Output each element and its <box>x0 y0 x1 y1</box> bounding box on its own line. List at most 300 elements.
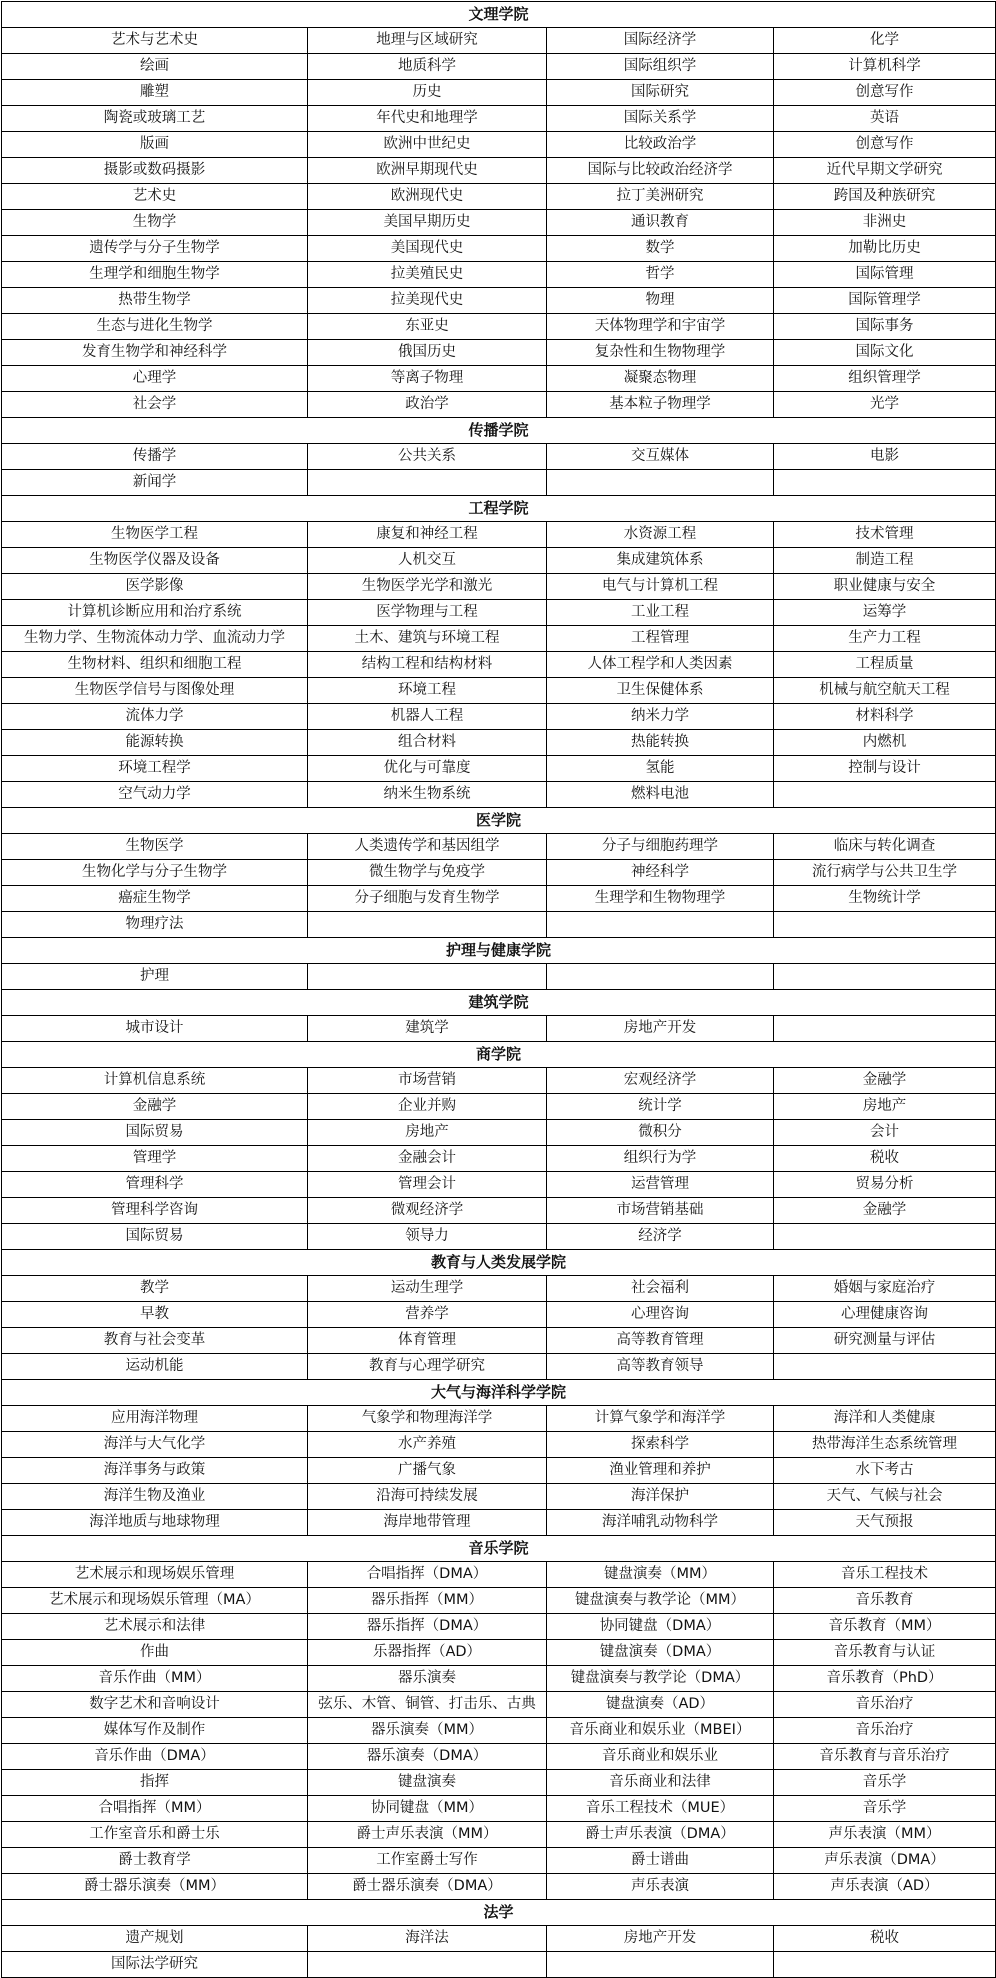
major-cell: 电气与计算机工程 <box>547 574 774 600</box>
table-row <box>2 652 996 678</box>
major-cell: 器乐演奏 <box>308 1666 547 1692</box>
major-cell: 地质科学 <box>308 54 547 80</box>
major-cell: 国际事务 <box>774 314 996 340</box>
major-cell <box>774 1952 996 1978</box>
major-cell: 工作室爵士写作 <box>308 1848 547 1874</box>
major-cell: 物理 <box>547 288 774 314</box>
major-cell <box>308 912 547 938</box>
major-cell: 爵士谱曲 <box>547 1848 774 1874</box>
major-cell: 加勒比历史 <box>774 236 996 262</box>
major-cell <box>774 782 996 808</box>
section-title: 工程学院 <box>2 496 996 522</box>
major-cell: 海洋事务与政策 <box>2 1458 308 1484</box>
major-cell: 艺术展示和现场娱乐管理（MA） <box>2 1588 308 1614</box>
major-cell: 医学影像 <box>2 574 308 600</box>
table-row <box>2 964 996 990</box>
major-cell: 交互媒体 <box>547 444 774 470</box>
major-cell: 教学 <box>2 1276 308 1302</box>
table-row <box>2 756 996 782</box>
major-cell: 气象学和物理海洋学 <box>308 1406 547 1432</box>
table-row <box>2 574 996 600</box>
major-cell: 艺术史 <box>2 184 308 210</box>
major-cell: 音乐商业和娱乐业 <box>547 1744 774 1770</box>
table-row <box>2 1770 996 1796</box>
major-cell: 金融学 <box>2 1094 308 1120</box>
major-cell: 国际关系学 <box>547 106 774 132</box>
major-cell: 运动生理学 <box>308 1276 547 1302</box>
major-cell: 弦乐、木管、铜管、打击乐、古典 <box>308 1692 547 1718</box>
major-cell: 组织行为学 <box>547 1146 774 1172</box>
major-cell: 公共关系 <box>308 444 547 470</box>
major-cell: 水下考古 <box>774 1458 996 1484</box>
major-cell: 临床与转化调查 <box>774 834 996 860</box>
major-cell: 声乐表演（AD） <box>774 1874 996 1900</box>
table-row <box>2 886 996 912</box>
table-row <box>2 1666 996 1692</box>
major-cell: 器乐演奏（MM） <box>308 1718 547 1744</box>
major-cell: 拉丁美洲研究 <box>547 184 774 210</box>
table-row <box>2 158 996 184</box>
major-cell: 工业工程 <box>547 600 774 626</box>
major-cell: 等离子物理 <box>308 366 547 392</box>
table-row <box>2 54 996 80</box>
table-row <box>2 1458 996 1484</box>
major-cell: 贸易分析 <box>774 1172 996 1198</box>
major-cell: 金融学 <box>774 1198 996 1224</box>
major-cell: 水资源工程 <box>547 522 774 548</box>
major-cell: 拉美殖民史 <box>308 262 547 288</box>
major-cell: 英语 <box>774 106 996 132</box>
majors-table-body <box>2 2 996 1978</box>
major-cell: 统计学 <box>547 1094 774 1120</box>
major-cell: 国际管理 <box>774 262 996 288</box>
major-cell: 领导力 <box>308 1224 547 1250</box>
major-cell: 电影 <box>774 444 996 470</box>
major-cell: 优化与可靠度 <box>308 756 547 782</box>
section-title: 建筑学院 <box>2 990 996 1016</box>
major-cell: 凝聚态物理 <box>547 366 774 392</box>
major-cell: 社会福利 <box>547 1276 774 1302</box>
table-row <box>2 470 996 496</box>
major-cell: 分子细胞与发育生物学 <box>308 886 547 912</box>
major-cell: 音乐商业和法律 <box>547 1770 774 1796</box>
table-row <box>2 1328 996 1354</box>
table-row <box>2 1848 996 1874</box>
section-header-row <box>2 1042 996 1068</box>
major-cell: 传播学 <box>2 444 308 470</box>
major-cell: 作曲 <box>2 1640 308 1666</box>
major-cell: 生物化学与分子生物学 <box>2 860 308 886</box>
major-cell: 音乐教育与音乐治疗 <box>774 1744 996 1770</box>
table-row <box>2 1172 996 1198</box>
major-cell <box>547 912 774 938</box>
major-cell: 生物医学仪器及设备 <box>2 548 308 574</box>
table-row <box>2 1094 996 1120</box>
major-cell: 生物材料、组织和细胞工程 <box>2 652 308 678</box>
table-row <box>2 1484 996 1510</box>
major-cell: 机器人工程 <box>308 704 547 730</box>
major-cell: 合唱指挥（MM） <box>2 1796 308 1822</box>
major-cell <box>774 470 996 496</box>
major-cell: 陶瓷或玻璃工艺 <box>2 106 308 132</box>
major-cell: 心理咨询 <box>547 1302 774 1328</box>
table-row <box>2 1068 996 1094</box>
major-cell: 土木、建筑与环境工程 <box>308 626 547 652</box>
major-cell: 国际管理学 <box>774 288 996 314</box>
major-cell: 跨国及种族研究 <box>774 184 996 210</box>
major-cell: 媒体写作及制作 <box>2 1718 308 1744</box>
table-row <box>2 106 996 132</box>
table-row <box>2 1588 996 1614</box>
major-cell: 热带生物学 <box>2 288 308 314</box>
major-cell: 音乐工程技术（MUE） <box>547 1796 774 1822</box>
major-cell: 器乐演奏（DMA） <box>308 1744 547 1770</box>
major-cell: 生物医学工程 <box>2 522 308 548</box>
major-cell: 微生物学与免疫学 <box>308 860 547 886</box>
major-cell: 渔业管理和养护 <box>547 1458 774 1484</box>
section-title: 医学院 <box>2 808 996 834</box>
major-cell: 探索科学 <box>547 1432 774 1458</box>
major-cell: 东亚史 <box>308 314 547 340</box>
major-cell: 工程管理 <box>547 626 774 652</box>
major-cell: 广播气象 <box>308 1458 547 1484</box>
major-cell: 爵士器乐演奏（MM） <box>2 1874 308 1900</box>
major-cell <box>547 470 774 496</box>
major-cell: 结构工程和结构材料 <box>308 652 547 678</box>
major-cell <box>774 964 996 990</box>
major-cell: 城市设计 <box>2 1016 308 1042</box>
table-row <box>2 1432 996 1458</box>
section-title: 商学院 <box>2 1042 996 1068</box>
table-row <box>2 1406 996 1432</box>
major-cell: 微积分 <box>547 1120 774 1146</box>
major-cell: 人机交互 <box>308 548 547 574</box>
major-cell <box>308 1952 547 1978</box>
table-row <box>2 782 996 808</box>
major-cell: 爵士声乐表演（DMA） <box>547 1822 774 1848</box>
major-cell: 键盘演奏与教学论（MM） <box>547 1588 774 1614</box>
major-cell: 音乐作曲（DMA） <box>2 1744 308 1770</box>
major-cell: 微观经济学 <box>308 1198 547 1224</box>
section-title: 传播学院 <box>2 418 996 444</box>
table-row <box>2 1640 996 1666</box>
major-cell: 音乐教育 <box>774 1588 996 1614</box>
major-cell: 音乐商业和娱乐业（MBEI） <box>547 1718 774 1744</box>
table-row <box>2 366 996 392</box>
major-cell: 经济学 <box>547 1224 774 1250</box>
major-cell: 生产力工程 <box>774 626 996 652</box>
major-cell: 金融学 <box>774 1068 996 1094</box>
table-row <box>2 288 996 314</box>
major-cell: 流体力学 <box>2 704 308 730</box>
major-cell: 体育管理 <box>308 1328 547 1354</box>
major-cell: 欧洲早期现代史 <box>308 158 547 184</box>
section-header-row <box>2 1900 996 1926</box>
major-cell: 爵士教育学 <box>2 1848 308 1874</box>
major-cell: 流行病学与公共卫生学 <box>774 860 996 886</box>
major-cell: 海洋和人类健康 <box>774 1406 996 1432</box>
table-row <box>2 80 996 106</box>
table-row <box>2 730 996 756</box>
table-row <box>2 1744 996 1770</box>
major-cell: 爵士器乐演奏（DMA） <box>308 1874 547 1900</box>
major-cell: 沿海可持续发展 <box>308 1484 547 1510</box>
major-cell <box>308 964 547 990</box>
major-cell: 燃料电池 <box>547 782 774 808</box>
major-cell: 音乐作曲（MM） <box>2 1666 308 1692</box>
major-cell: 通识教育 <box>547 210 774 236</box>
major-cell: 房地产 <box>308 1120 547 1146</box>
major-cell: 环境工程学 <box>2 756 308 782</box>
section-title: 音乐学院 <box>2 1536 996 1562</box>
major-cell: 应用海洋物理 <box>2 1406 308 1432</box>
major-cell: 数学 <box>547 236 774 262</box>
major-cell: 市场营销 <box>308 1068 547 1094</box>
major-cell: 能源转换 <box>2 730 308 756</box>
major-cell: 环境工程 <box>308 678 547 704</box>
major-cell: 键盘演奏（AD） <box>547 1692 774 1718</box>
major-cell: 管理学 <box>2 1146 308 1172</box>
major-cell: 绘画 <box>2 54 308 80</box>
major-cell: 数字艺术和音响设计 <box>2 1692 308 1718</box>
major-cell: 海洋与大气化学 <box>2 1432 308 1458</box>
major-cell: 管理科学 <box>2 1172 308 1198</box>
major-cell: 市场营销基础 <box>547 1198 774 1224</box>
major-cell: 心理健康咨询 <box>774 1302 996 1328</box>
major-cell: 癌症生物学 <box>2 886 308 912</box>
major-cell: 生物统计学 <box>774 886 996 912</box>
major-cell: 空气动力学 <box>2 782 308 808</box>
major-cell: 雕塑 <box>2 80 308 106</box>
major-cell: 天气、气候与社会 <box>774 1484 996 1510</box>
major-cell: 指挥 <box>2 1770 308 1796</box>
major-cell: 欧洲现代史 <box>308 184 547 210</box>
major-cell: 国际文化 <box>774 340 996 366</box>
major-cell: 生物力学、生物流体动力学、血流动力学 <box>2 626 308 652</box>
major-cell: 生物医学光学和激光 <box>308 574 547 600</box>
major-cell: 婚姻与家庭治疗 <box>774 1276 996 1302</box>
major-cell: 工程质量 <box>774 652 996 678</box>
table-row <box>2 1692 996 1718</box>
table-row <box>2 600 996 626</box>
section-header-row <box>2 938 996 964</box>
table-row <box>2 210 996 236</box>
section-header-row <box>2 496 996 522</box>
major-cell: 社会学 <box>2 392 308 418</box>
major-cell: 建筑学 <box>308 1016 547 1042</box>
table-row <box>2 1302 996 1328</box>
major-cell: 高等教育管理 <box>547 1328 774 1354</box>
major-cell: 乐器指挥（AD） <box>308 1640 547 1666</box>
table-row <box>2 626 996 652</box>
section-title: 护理与健康学院 <box>2 938 996 964</box>
section-header-row <box>2 1380 996 1406</box>
table-row <box>2 1926 996 1952</box>
major-cell: 热带海洋生态系统管理 <box>774 1432 996 1458</box>
major-cell: 声乐表演 <box>547 1874 774 1900</box>
major-cell: 创意写作 <box>774 80 996 106</box>
major-cell: 物理疗法 <box>2 912 308 938</box>
table-row <box>2 392 996 418</box>
major-cell: 声乐表演（MM） <box>774 1822 996 1848</box>
major-cell <box>547 964 774 990</box>
major-cell: 合唱指挥（DMA） <box>308 1562 547 1588</box>
major-cell: 艺术展示和法律 <box>2 1614 308 1640</box>
major-cell: 发育生物学和神经科学 <box>2 340 308 366</box>
table-row <box>2 1146 996 1172</box>
major-cell: 生物学 <box>2 210 308 236</box>
table-row <box>2 444 996 470</box>
major-cell: 基本粒子物理学 <box>547 392 774 418</box>
table-row <box>2 1952 996 1978</box>
major-cell: 海洋法 <box>308 1926 547 1952</box>
major-cell: 高等教育领导 <box>547 1354 774 1380</box>
major-cell: 水产养殖 <box>308 1432 547 1458</box>
major-cell: 爵士声乐表演（MM） <box>308 1822 547 1848</box>
major-cell: 人类遗传学和基因组学 <box>308 834 547 860</box>
table-row <box>2 314 996 340</box>
major-cell: 哲学 <box>547 262 774 288</box>
section-header-row <box>2 1536 996 1562</box>
major-cell: 遗产规划 <box>2 1926 308 1952</box>
major-cell: 房地产 <box>774 1094 996 1120</box>
major-cell: 早教 <box>2 1302 308 1328</box>
majors-table <box>1 1 996 1978</box>
table-row <box>2 1510 996 1536</box>
major-cell: 房地产开发 <box>547 1016 774 1042</box>
table-row <box>2 262 996 288</box>
table-row <box>2 522 996 548</box>
major-cell: 器乐指挥（MM） <box>308 1588 547 1614</box>
major-cell: 国际与比较政治经济学 <box>547 158 774 184</box>
major-cell: 声乐表演（DMA） <box>774 1848 996 1874</box>
major-cell: 内燃机 <box>774 730 996 756</box>
major-cell: 制造工程 <box>774 548 996 574</box>
major-cell: 技术管理 <box>774 522 996 548</box>
major-cell: 音乐教育与认证 <box>774 1640 996 1666</box>
major-cell: 生态与进化生物学 <box>2 314 308 340</box>
major-cell: 协同键盘（DMA） <box>547 1614 774 1640</box>
major-cell: 比较政治学 <box>547 132 774 158</box>
major-cell: 天体物理学和宇宙学 <box>547 314 774 340</box>
major-cell: 宏观经济学 <box>547 1068 774 1094</box>
major-cell: 职业健康与安全 <box>774 574 996 600</box>
major-cell: 器乐指挥（DMA） <box>308 1614 547 1640</box>
major-cell: 非洲史 <box>774 210 996 236</box>
table-row <box>2 834 996 860</box>
major-cell: 会计 <box>774 1120 996 1146</box>
major-cell: 分子与细胞药理学 <box>547 834 774 860</box>
major-cell <box>308 470 547 496</box>
major-cell: 海岸地带管理 <box>308 1510 547 1536</box>
major-cell: 计算气象学和海洋学 <box>547 1406 774 1432</box>
major-cell: 音乐治疗 <box>774 1718 996 1744</box>
major-cell: 康复和神经工程 <box>308 522 547 548</box>
major-cell: 房地产开发 <box>547 1926 774 1952</box>
section-header-row <box>2 418 996 444</box>
major-cell: 国际组织学 <box>547 54 774 80</box>
major-cell: 光学 <box>774 392 996 418</box>
table-row <box>2 1718 996 1744</box>
table-row <box>2 548 996 574</box>
table-row <box>2 1198 996 1224</box>
major-cell: 海洋地质与地球物理 <box>2 1510 308 1536</box>
major-cell: 运营管理 <box>547 1172 774 1198</box>
table-row <box>2 184 996 210</box>
major-cell: 护理 <box>2 964 308 990</box>
major-cell: 生理学和生物物理学 <box>547 886 774 912</box>
table-row <box>2 132 996 158</box>
table-row <box>2 1224 996 1250</box>
major-cell: 人体工程学和人类因素 <box>547 652 774 678</box>
section-header-row <box>2 1250 996 1276</box>
major-cell: 生物医学信号与图像处理 <box>2 678 308 704</box>
major-cell: 俄国历史 <box>308 340 547 366</box>
major-cell: 历史 <box>308 80 547 106</box>
major-cell: 协同键盘（MM） <box>308 1796 547 1822</box>
major-cell: 生理学和细胞生物学 <box>2 262 308 288</box>
section-title: 大气与海洋科学学院 <box>2 1380 996 1406</box>
table-row <box>2 1120 996 1146</box>
major-cell: 纳米生物系统 <box>308 782 547 808</box>
major-cell: 艺术与艺术史 <box>2 28 308 54</box>
table-row <box>2 28 996 54</box>
major-cell: 氢能 <box>547 756 774 782</box>
major-cell: 国际研究 <box>547 80 774 106</box>
section-header-row <box>2 808 996 834</box>
major-cell: 生物医学 <box>2 834 308 860</box>
major-cell: 音乐学 <box>774 1770 996 1796</box>
major-cell: 控制与设计 <box>774 756 996 782</box>
table-row <box>2 1796 996 1822</box>
major-cell: 医学物理与工程 <box>308 600 547 626</box>
section-header-row <box>2 2 996 28</box>
major-cell: 音乐工程技术 <box>774 1562 996 1588</box>
major-cell: 键盘演奏 <box>308 1770 547 1796</box>
table-row <box>2 1562 996 1588</box>
major-cell: 神经科学 <box>547 860 774 886</box>
major-cell: 管理会计 <box>308 1172 547 1198</box>
major-cell: 国际法学研究 <box>2 1952 308 1978</box>
major-cell: 研究测量与评估 <box>774 1328 996 1354</box>
section-title: 法学 <box>2 1900 996 1926</box>
table-row <box>2 1276 996 1302</box>
major-cell: 海洋保护 <box>547 1484 774 1510</box>
major-cell: 复杂性和生物物理学 <box>547 340 774 366</box>
section-header-row <box>2 990 996 1016</box>
major-cell: 艺术展示和现场娱乐管理 <box>2 1562 308 1588</box>
major-cell: 键盘演奏（DMA） <box>547 1640 774 1666</box>
major-cell <box>774 1354 996 1380</box>
major-cell: 运动机能 <box>2 1354 308 1380</box>
major-cell: 税收 <box>774 1926 996 1952</box>
major-cell: 工作室音乐和爵士乐 <box>2 1822 308 1848</box>
major-cell: 摄影或数码摄影 <box>2 158 308 184</box>
major-cell: 企业并购 <box>308 1094 547 1120</box>
major-cell: 海洋哺乳动物科学 <box>547 1510 774 1536</box>
major-cell: 税收 <box>774 1146 996 1172</box>
major-cell <box>774 912 996 938</box>
major-cell <box>774 1224 996 1250</box>
table-row <box>2 1614 996 1640</box>
major-cell: 地理与区域研究 <box>308 28 547 54</box>
major-cell: 年代史和地理学 <box>308 106 547 132</box>
table-row <box>2 678 996 704</box>
major-cell: 遗传学与分子生物学 <box>2 236 308 262</box>
major-cell: 音乐教育（PhD） <box>774 1666 996 1692</box>
major-cell: 计算机诊断应用和治疗系统 <box>2 600 308 626</box>
major-cell: 国际贸易 <box>2 1120 308 1146</box>
